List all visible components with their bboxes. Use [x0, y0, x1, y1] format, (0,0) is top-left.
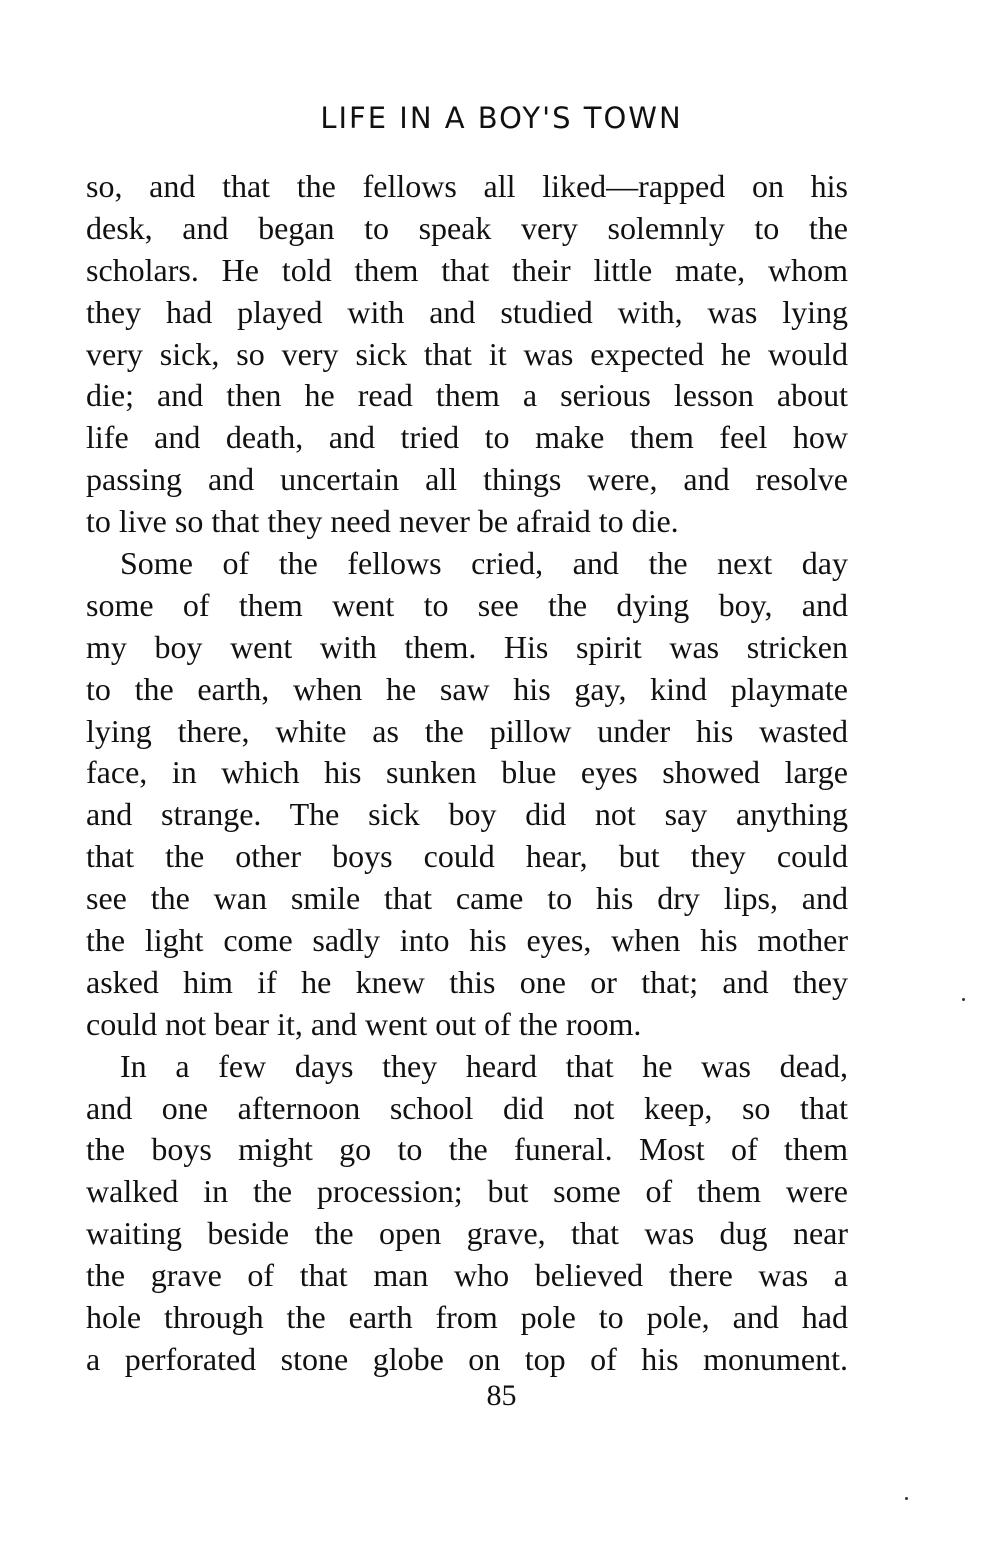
text-line: walked in the procession; but some of them were — [86, 1173, 848, 1210]
paragraph-start-line: In a few days they heard that he was dead, — [120, 1047, 848, 1084]
text-line: the grave of that man who believed there was a — [86, 1257, 848, 1294]
paragraph-end-line: to live so that they need never be afraid to die. — [86, 503, 679, 540]
text-line: waiting beside the open grave, that was dug near — [86, 1215, 848, 1252]
text-line: so, and that the fellows all liked—rapped on his — [86, 168, 848, 204]
page-number: 85 — [486, 1379, 517, 1412]
text-line: they had played with and studied with, was lying — [86, 293, 848, 330]
text-line: lying there, white as the pillow under his wasted — [86, 712, 848, 749]
text-line: the boys might go to the funeral. Most of them — [86, 1131, 848, 1168]
text-line: to the earth, when he saw his gay, kind playmate — [86, 670, 848, 707]
text-line: that the other boys could hear, but they could — [86, 838, 848, 875]
text-line: a perforated stone globe on top of his monument. — [86, 1340, 848, 1377]
text-line: die; and then he read them a serious lesson about — [86, 377, 848, 414]
text-line: passing and uncertain all things were, and resolve — [86, 461, 848, 498]
text-line: see the wan smile that came to his dry lips, and — [86, 880, 848, 917]
text-line: life and death, and tried to make them feel how — [86, 419, 848, 456]
running-head: LIFE IN A BOY'S TOWN — [320, 101, 683, 135]
text-line: some of them went to see the dying boy, and — [86, 586, 848, 623]
text-line: scholars. He told them that their little mate, whom — [86, 251, 848, 288]
text-line: very sick, so very sick that it was expected he would — [86, 335, 848, 372]
text-line: face, in which his sunken blue eyes showed large — [86, 754, 848, 791]
body-text — [86, 166, 848, 1381]
text-line: and one afternoon school did not keep, so that — [86, 1089, 848, 1126]
text-line: my boy went with them. His spirit was stricken — [86, 628, 848, 665]
ink-speck — [905, 1497, 908, 1500]
text-line: and strange. The sick boy did not say anything — [86, 796, 848, 833]
text-line: desk, and began to speak very solemnly to the — [86, 209, 848, 246]
paragraph-start-line: Some of the fellows cried, and the next day — [120, 545, 848, 582]
text-line: the light come sadly into his eyes, when his mother — [86, 922, 848, 959]
text-line: hole through the earth from pole to pole, and had — [86, 1299, 848, 1336]
ink-speck — [962, 998, 965, 1001]
text-line: asked him if he knew this one or that; and they — [86, 963, 848, 1000]
paragraph-end-line: could not bear it, and went out of the room. — [86, 1005, 642, 1042]
